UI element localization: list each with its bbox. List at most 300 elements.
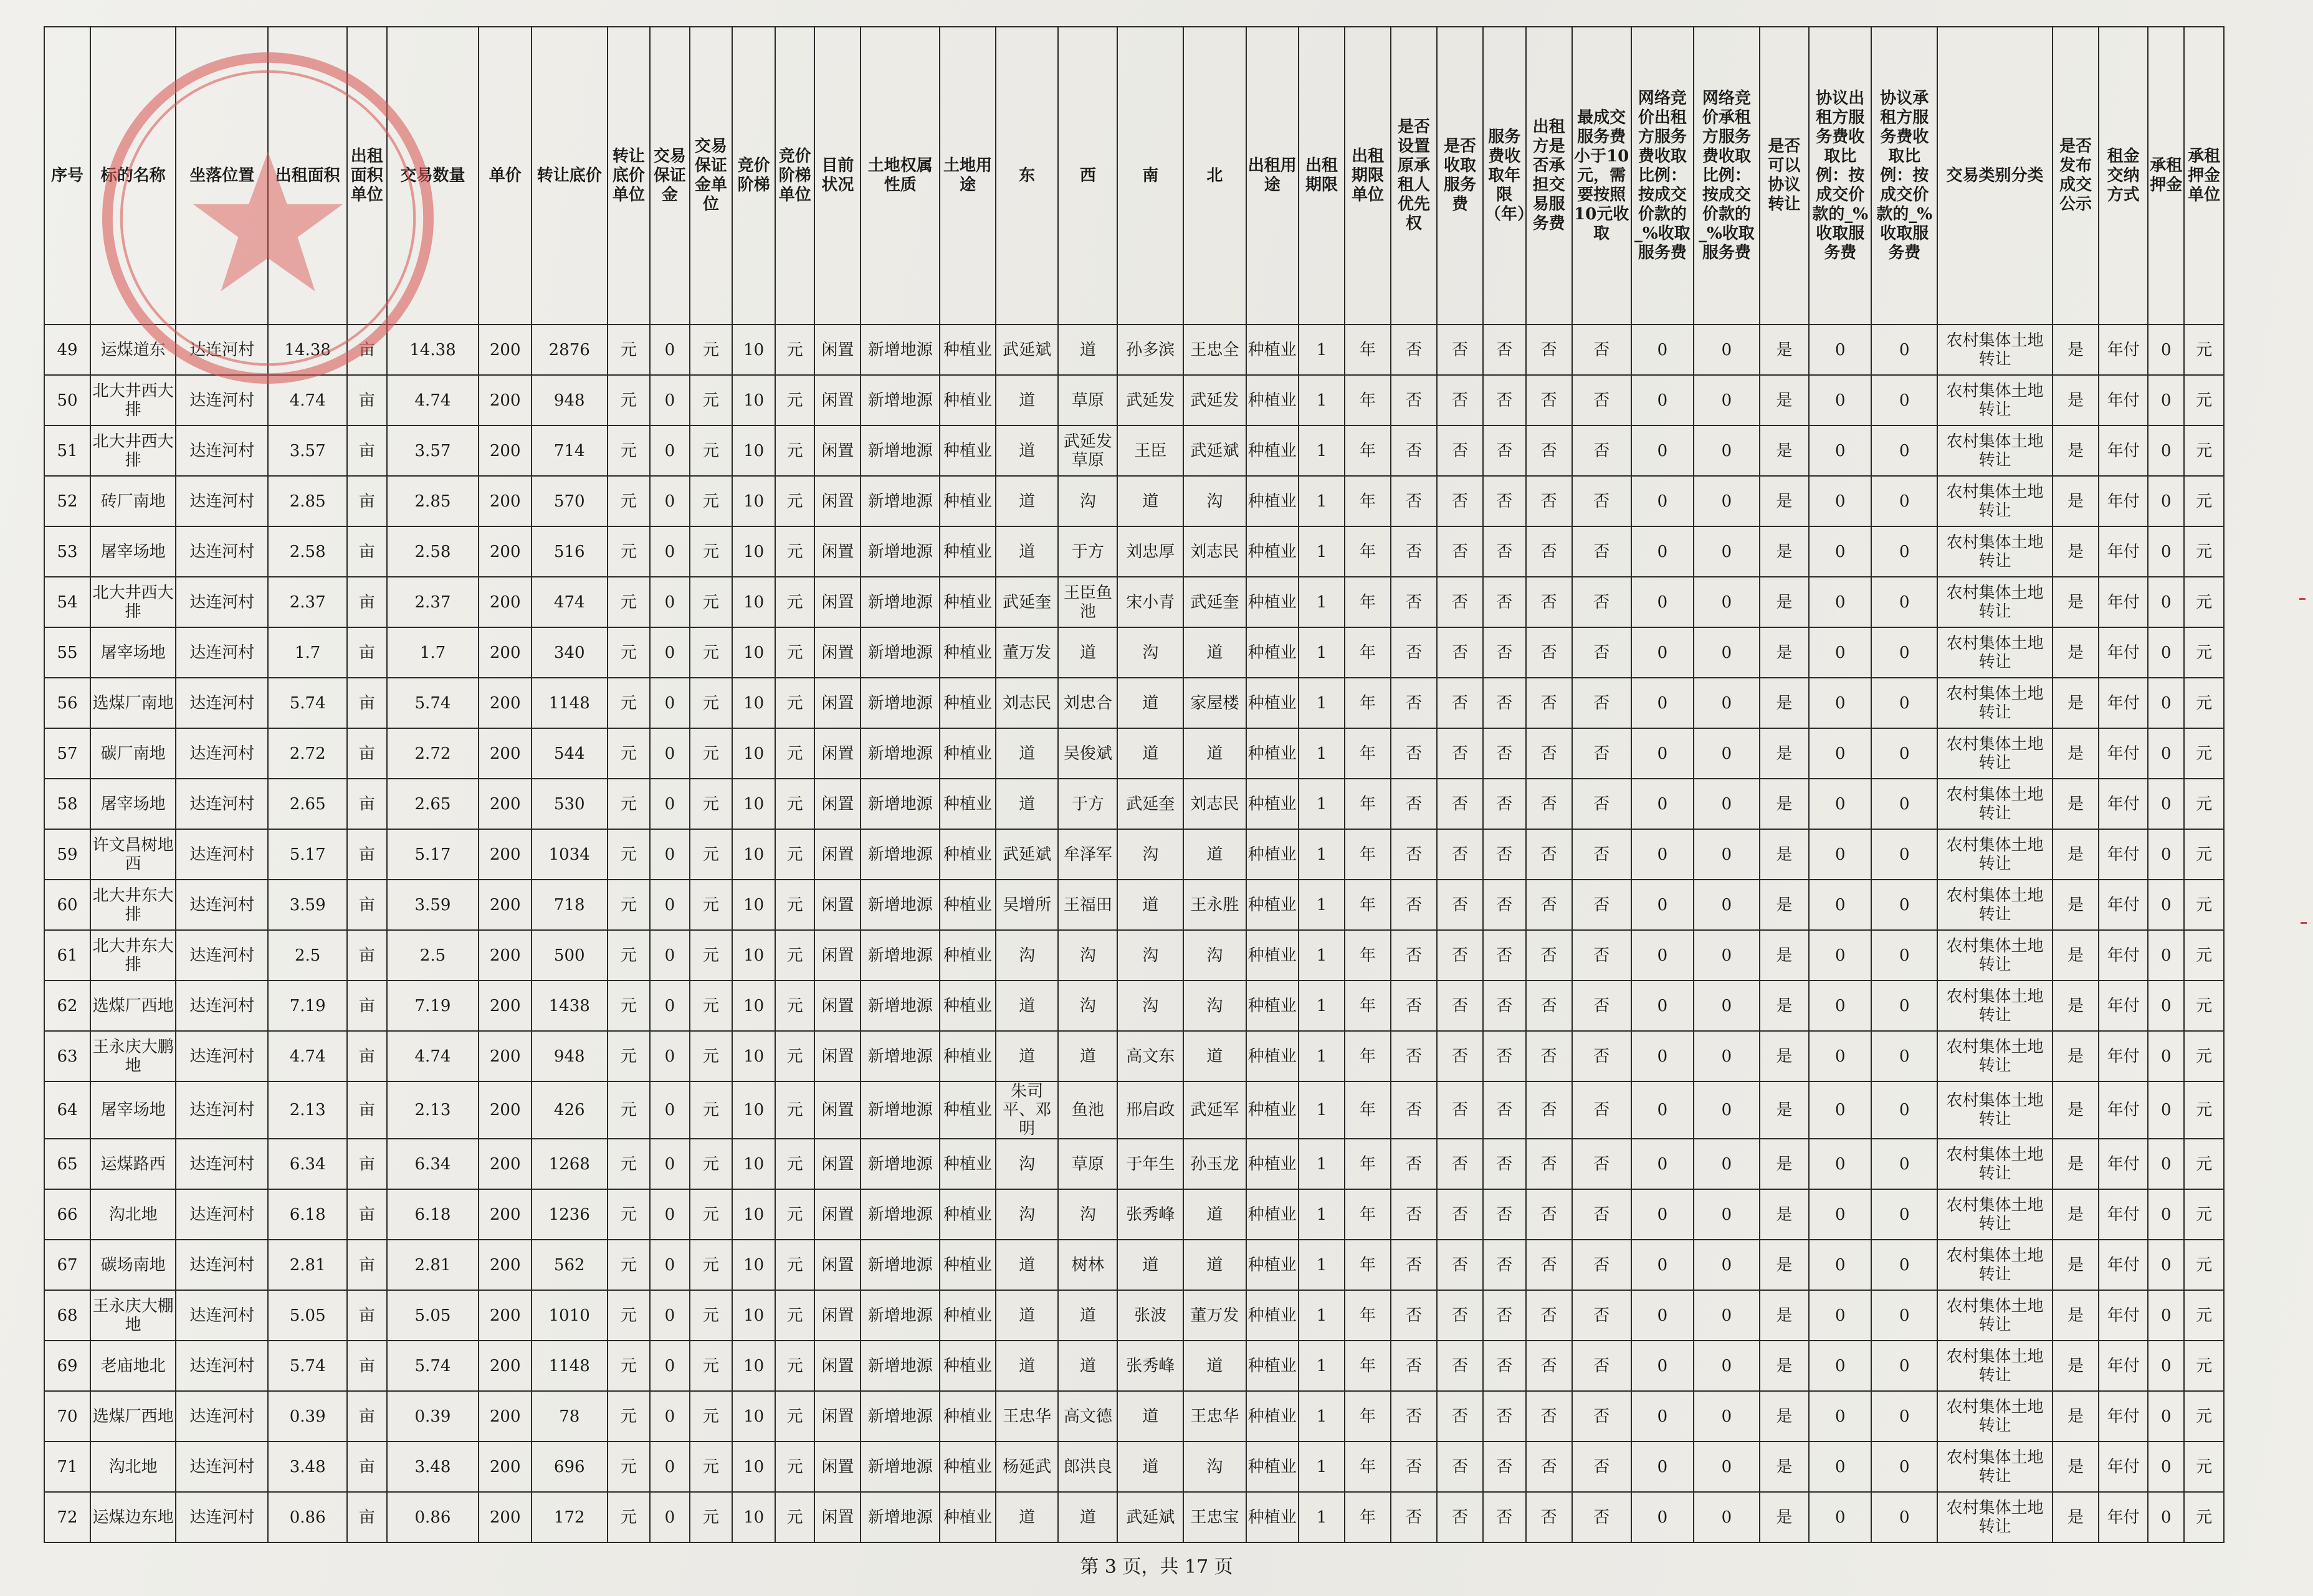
table-cell: 元 [608, 1492, 651, 1542]
table-cell: 元 [775, 627, 814, 678]
table-cell: 1 [1299, 829, 1345, 880]
table-cell: 农村集体土地转让 [1937, 981, 2053, 1031]
table-cell: 农村集体土地转让 [1937, 476, 2053, 526]
table-cell: 否 [1526, 375, 1572, 425]
table-cell: 元 [690, 880, 733, 930]
table-cell: 元 [775, 1081, 814, 1139]
table-cell: 元 [690, 779, 733, 829]
table-cell: 达连河村 [176, 526, 268, 577]
table-cell: 闲置 [814, 930, 861, 981]
table-cell: 0 [650, 1139, 689, 1189]
table-cell: 0 [650, 728, 689, 779]
table-cell: 1 [1299, 375, 1345, 425]
table-cell: 道 [1117, 678, 1183, 728]
table-cell: 否 [1437, 526, 1483, 577]
table-cell: 道 [1117, 728, 1183, 779]
table-cell: 0 [650, 577, 689, 627]
table-cell: 年 [1345, 981, 1391, 1031]
table-cell: 是 [1760, 1139, 1809, 1189]
table-cell: 2.58 [387, 526, 479, 577]
table-cell: 2.5 [268, 930, 347, 981]
table-cell: 达连河村 [176, 425, 268, 476]
table-cell: 元 [690, 577, 733, 627]
table-cell: 53 [44, 526, 90, 577]
table-cell: 否 [1391, 1341, 1437, 1391]
table-cell: 达连河村 [176, 981, 268, 1031]
table-row [44, 1240, 2224, 1290]
table-row [44, 1139, 2224, 1189]
table-cell: 武延斌 [1183, 425, 1246, 476]
table-cell: 否 [1391, 1139, 1437, 1189]
table-cell: 武延发 [1183, 375, 1246, 425]
table-cell: 0 [1694, 1139, 1760, 1189]
table-cell: 种植业 [940, 779, 996, 829]
table-cell: 否 [1483, 1290, 1526, 1341]
table-cell: 元 [608, 880, 651, 930]
table-cell: 元 [608, 930, 651, 981]
table-cell: 0 [2148, 325, 2184, 375]
table-cell: 否 [1483, 728, 1526, 779]
table-cell: 0 [650, 779, 689, 829]
table-cell: 是 [2053, 1081, 2099, 1139]
table-cell: 元 [2184, 325, 2224, 375]
table-cell: 年 [1345, 1139, 1391, 1189]
table-cell: 元 [775, 375, 814, 425]
table-cell: 1 [1299, 880, 1345, 930]
table-cell: 否 [1572, 526, 1631, 577]
column-header: 是否设置原承租人优先权 [1391, 27, 1437, 325]
table-cell: 否 [1437, 981, 1483, 1031]
column-header: 是否发布成交公示 [2053, 27, 2099, 325]
table-cell: 10 [732, 526, 775, 577]
table-cell: 孙玉龙 [1183, 1139, 1246, 1189]
table-cell: 1438 [532, 981, 608, 1031]
table-cell: 是 [1760, 1442, 1809, 1492]
table-cell: 吴俊斌 [1058, 728, 1117, 779]
table-cell: 是 [1760, 577, 1809, 627]
table-cell: 新增地源 [861, 1492, 940, 1542]
table-cell: 达连河村 [176, 577, 268, 627]
table-row [44, 880, 2224, 930]
table-cell: 否 [1526, 930, 1572, 981]
table-cell: 年 [1345, 476, 1391, 526]
table-cell: 0 [2148, 1240, 2184, 1290]
table-cell: 516 [532, 526, 608, 577]
table-cell: 4.74 [387, 375, 479, 425]
table-cell: 农村集体土地转让 [1937, 375, 2053, 425]
table-cell: 10 [732, 779, 775, 829]
table-cell: 70 [44, 1391, 90, 1442]
table-cell: 是 [2053, 981, 2099, 1031]
table-cell: 0 [1631, 1492, 1694, 1542]
column-header: 网络竞价出租方服务费收取比例：按成交价款的_%收取服务费 [1631, 27, 1694, 325]
table-cell: 0 [1631, 678, 1694, 728]
table-cell: 65 [44, 1139, 90, 1189]
table-row [44, 1031, 2224, 1081]
table-cell: 元 [608, 627, 651, 678]
table-cell: 否 [1483, 325, 1526, 375]
table-row [44, 1189, 2224, 1240]
table-cell: 董万发 [1183, 1290, 1246, 1341]
table-cell: 年 [1345, 1031, 1391, 1081]
table-cell: 0 [650, 1341, 689, 1391]
table-cell: 0 [1871, 1492, 1937, 1542]
table-cell: 6.34 [268, 1139, 347, 1189]
table-cell: 1148 [532, 1341, 608, 1391]
column-header: 承租押金 [2148, 27, 2184, 325]
column-header: 是否收取服务费 [1437, 27, 1483, 325]
table-cell: 0 [1809, 627, 1871, 678]
table-cell: 亩 [347, 779, 386, 829]
table-cell: 是 [2053, 627, 2099, 678]
table-cell: 0 [1809, 779, 1871, 829]
table-cell: 0 [2148, 1031, 2184, 1081]
table-cell: 否 [1391, 930, 1437, 981]
table-cell: 否 [1572, 1189, 1631, 1240]
table-cell: 0 [2148, 1189, 2184, 1240]
table-cell: 年付 [2099, 627, 2148, 678]
table-cell: 年付 [2099, 1081, 2148, 1139]
table-cell: 道 [1183, 1240, 1246, 1290]
table-cell: 200 [479, 981, 532, 1031]
table-cell: 亩 [347, 678, 386, 728]
table-cell: 亩 [347, 1240, 386, 1290]
table-cell: 0 [1631, 1081, 1694, 1139]
table-cell: 年付 [2099, 1341, 2148, 1391]
table-cell: 否 [1572, 375, 1631, 425]
table-cell: 道 [1183, 1189, 1246, 1240]
table-cell: 种植业 [940, 375, 996, 425]
table-cell: 是 [1760, 627, 1809, 678]
table-cell: 年付 [2099, 1139, 2148, 1189]
table-cell: 闲置 [814, 1290, 861, 1341]
table-cell: 3.59 [387, 880, 479, 930]
table-cell: 种植业 [1246, 728, 1299, 779]
table-cell: 0 [1694, 1492, 1760, 1542]
table-cell: 60 [44, 880, 90, 930]
table-cell: 0 [1809, 678, 1871, 728]
table-cell: 0 [2148, 577, 2184, 627]
table-cell: 否 [1526, 1081, 1572, 1139]
table-cell: 0 [650, 1081, 689, 1139]
table-cell: 北大井东大排 [90, 930, 176, 981]
table-cell: 是 [2053, 779, 2099, 829]
table-cell: 否 [1391, 375, 1437, 425]
table-cell: 否 [1437, 325, 1483, 375]
table-cell: 亩 [347, 627, 386, 678]
table-cell: 0 [2148, 375, 2184, 425]
table-cell: 0.39 [268, 1391, 347, 1442]
table-cell: 71 [44, 1442, 90, 1492]
column-header: 转让底价 [532, 27, 608, 325]
table-cell: 新增地源 [861, 880, 940, 930]
table-cell: 200 [479, 1492, 532, 1542]
table-cell: 新增地源 [861, 678, 940, 728]
table-cell: 是 [1760, 1240, 1809, 1290]
table-cell: 农村集体土地转让 [1937, 526, 2053, 577]
table-cell: 武延斌 [996, 325, 1058, 375]
table-cell: 闲置 [814, 1442, 861, 1492]
table-row [44, 1391, 2224, 1442]
table-cell: 0 [2148, 930, 2184, 981]
table-cell: 0 [1871, 728, 1937, 779]
column-header: 出租用途 [1246, 27, 1299, 325]
table-cell: 0 [1694, 325, 1760, 375]
table-cell: 种植业 [940, 1139, 996, 1189]
table-cell: 年 [1345, 1189, 1391, 1240]
table-cell: 2.72 [268, 728, 347, 779]
table-cell: 元 [690, 1391, 733, 1442]
table-cell: 元 [690, 325, 733, 375]
table-cell: 否 [1391, 779, 1437, 829]
table-cell: 亩 [347, 425, 386, 476]
table-cell: 年付 [2099, 981, 2148, 1031]
table-cell: 否 [1526, 526, 1572, 577]
table-cell: 道 [1183, 728, 1246, 779]
table-cell: 王永庆大鹏地 [90, 1031, 176, 1081]
table-cell: 沟 [1117, 627, 1183, 678]
column-header: 出租期限单位 [1345, 27, 1391, 325]
table-cell: 否 [1572, 1492, 1631, 1542]
column-header: 交易类别分类 [1937, 27, 2053, 325]
column-header: 土地用途 [940, 27, 996, 325]
table-cell: 砖厂南地 [90, 476, 176, 526]
table-cell: 否 [1483, 476, 1526, 526]
table-cell: 0 [650, 1391, 689, 1442]
table-cell: 北大井西大排 [90, 375, 176, 425]
table-cell: 否 [1437, 880, 1483, 930]
table-cell: 亩 [347, 1031, 386, 1081]
table-cell: 0 [650, 930, 689, 981]
table-cell: 亩 [347, 1139, 386, 1189]
table-cell: 于年生 [1117, 1139, 1183, 1189]
table-cell: 元 [690, 375, 733, 425]
table-cell: 是 [1760, 1391, 1809, 1442]
table-cell: 3.57 [268, 425, 347, 476]
table-cell: 张秀峰 [1117, 1341, 1183, 1391]
table-cell: 0 [1871, 779, 1937, 829]
table-cell: 闲置 [814, 981, 861, 1031]
table-cell: 0 [1631, 930, 1694, 981]
table-cell: 2.37 [268, 577, 347, 627]
table-cell: 亩 [347, 1391, 386, 1442]
table-cell: 元 [775, 829, 814, 880]
table-cell: 1236 [532, 1189, 608, 1240]
table-cell: 闲置 [814, 1081, 861, 1139]
table-cell: 0 [2148, 1341, 2184, 1391]
table-cell: 道 [996, 1290, 1058, 1341]
table-cell: 5.17 [387, 829, 479, 880]
table-cell: 种植业 [1246, 476, 1299, 526]
table-cell: 否 [1391, 325, 1437, 375]
table-cell: 0 [2148, 779, 2184, 829]
table-cell: 0 [1809, 930, 1871, 981]
table-cell: 0 [1871, 1341, 1937, 1391]
table-cell: 0.86 [387, 1492, 479, 1542]
table-cell: 杨延武 [996, 1442, 1058, 1492]
table-cell: 种植业 [940, 981, 996, 1031]
table-cell: 北大井西大排 [90, 577, 176, 627]
table-cell: 0 [1694, 526, 1760, 577]
table-cell: 元 [690, 1081, 733, 1139]
table-cell: 0 [1871, 1031, 1937, 1081]
table-cell: 武延奎 [1183, 577, 1246, 627]
table-cell: 1034 [532, 829, 608, 880]
table-cell: 元 [690, 526, 733, 577]
table-cell: 元 [775, 1442, 814, 1492]
table-cell: 200 [479, 1031, 532, 1081]
table-cell: 否 [1483, 1139, 1526, 1189]
table-cell: 0 [1871, 325, 1937, 375]
table-cell: 元 [608, 526, 651, 577]
table-cell: 否 [1391, 1031, 1437, 1081]
table-cell: 0 [1871, 425, 1937, 476]
table-cell: 否 [1391, 425, 1437, 476]
table-cell: 0 [650, 476, 689, 526]
table-cell: 道 [1058, 1341, 1117, 1391]
table-cell: 0 [1631, 1391, 1694, 1442]
table-cell: 道 [1117, 880, 1183, 930]
table-cell: 武延发草原 [1058, 425, 1117, 476]
table-cell: 0 [650, 1442, 689, 1492]
table-cell: 1 [1299, 779, 1345, 829]
table-cell: 闲置 [814, 779, 861, 829]
table-cell: 0 [1631, 1031, 1694, 1081]
table-cell: 年 [1345, 325, 1391, 375]
table-cell: 1.7 [387, 627, 479, 678]
table-cell: 0 [1871, 981, 1937, 1031]
edge-mark [2299, 598, 2306, 600]
table-cell: 沟 [1058, 476, 1117, 526]
table-cell: 元 [775, 577, 814, 627]
table-cell: 元 [2184, 1290, 2224, 1341]
table-cell: 64 [44, 1081, 90, 1139]
table-cell: 种植业 [940, 1290, 996, 1341]
table-row [44, 1442, 2224, 1492]
table-cell: 0 [1809, 829, 1871, 880]
table-cell: 否 [1391, 526, 1437, 577]
table-cell: 2876 [532, 325, 608, 375]
table-cell: 是 [1760, 375, 1809, 425]
table-cell: 0 [1809, 1240, 1871, 1290]
table-cell: 道 [1058, 1290, 1117, 1341]
table-cell: 元 [608, 1139, 651, 1189]
table-cell: 达连河村 [176, 476, 268, 526]
table-cell: 6.18 [387, 1189, 479, 1240]
table-cell: 696 [532, 1442, 608, 1492]
table-cell: 6.18 [268, 1189, 347, 1240]
table-cell: 新增地源 [861, 577, 940, 627]
column-header: 序号 [44, 27, 90, 325]
table-cell: 否 [1526, 728, 1572, 779]
table-cell: 道 [996, 1240, 1058, 1290]
table-cell: 元 [608, 728, 651, 779]
table-cell: 农村集体土地转让 [1937, 627, 2053, 678]
table-cell: 年 [1345, 728, 1391, 779]
table-cell: 元 [2184, 981, 2224, 1031]
table-cell: 426 [532, 1081, 608, 1139]
table-row [44, 476, 2224, 526]
table-cell: 2.65 [268, 779, 347, 829]
table-cell: 4.74 [387, 1031, 479, 1081]
table-cell: 1 [1299, 981, 1345, 1031]
table-cell: 1 [1299, 728, 1345, 779]
table-cell: 年付 [2099, 779, 2148, 829]
table-cell: 沟北地 [90, 1189, 176, 1240]
table-cell: 闲置 [814, 1139, 861, 1189]
table-cell: 农村集体土地转让 [1937, 1240, 2053, 1290]
table-cell: 10 [732, 375, 775, 425]
table-cell: 1 [1299, 526, 1345, 577]
table-cell: 5.17 [268, 829, 347, 880]
table-cell: 0 [1809, 1031, 1871, 1081]
table-cell: 亩 [347, 930, 386, 981]
table-row [44, 375, 2224, 425]
table-cell: 种植业 [940, 678, 996, 728]
table-cell: 0 [1871, 1442, 1937, 1492]
table-cell: 0 [2148, 1391, 2184, 1442]
table-cell: 否 [1572, 1139, 1631, 1189]
table-cell: 否 [1483, 1240, 1526, 1290]
table-cell: 年付 [2099, 930, 2148, 981]
table-cell: 200 [479, 627, 532, 678]
table-cell: 老庙地北 [90, 1341, 176, 1391]
table-cell: 闲置 [814, 880, 861, 930]
table-cell: 选煤厂南地 [90, 678, 176, 728]
table-cell: 0 [2148, 981, 2184, 1031]
table-cell: 王忠华 [996, 1391, 1058, 1442]
table-cell: 否 [1526, 1139, 1572, 1189]
table-cell: 0 [1694, 425, 1760, 476]
table-cell: 否 [1572, 829, 1631, 880]
table-cell: 10 [732, 627, 775, 678]
table-cell: 0 [1694, 829, 1760, 880]
table-cell: 种植业 [1246, 1139, 1299, 1189]
table-cell: 年付 [2099, 1290, 2148, 1341]
table-cell: 种植业 [940, 425, 996, 476]
table-cell: 1 [1299, 627, 1345, 678]
table-cell: 年付 [2099, 526, 2148, 577]
table-cell: 亩 [347, 1189, 386, 1240]
table-cell: 闲置 [814, 1341, 861, 1391]
table-cell: 种植业 [1246, 1492, 1299, 1542]
table-cell: 0 [1694, 880, 1760, 930]
table-cell: 10 [732, 1442, 775, 1492]
table-cell: 否 [1437, 1290, 1483, 1341]
table-cell: 农村集体土地转让 [1937, 728, 2053, 779]
table-row [44, 779, 2224, 829]
table-cell: 否 [1391, 880, 1437, 930]
table-cell: 是 [1760, 526, 1809, 577]
table-cell: 0 [1871, 678, 1937, 728]
table-cell: 元 [775, 779, 814, 829]
table-cell: 5.74 [268, 678, 347, 728]
table-cell: 是 [1760, 425, 1809, 476]
table-cell: 0 [1871, 880, 1937, 930]
table-cell: 达连河村 [176, 779, 268, 829]
table-cell: 否 [1437, 1139, 1483, 1189]
table-cell: 农村集体土地转让 [1937, 425, 2053, 476]
table-cell: 年付 [2099, 728, 2148, 779]
table-cell: 50 [44, 375, 90, 425]
table-cell: 元 [608, 1442, 651, 1492]
table-cell: 种植业 [940, 1442, 996, 1492]
table-row [44, 577, 2224, 627]
table-cell: 道 [996, 375, 1058, 425]
table-cell: 元 [775, 325, 814, 375]
table-row [44, 1290, 2224, 1341]
table-cell: 10 [732, 1189, 775, 1240]
